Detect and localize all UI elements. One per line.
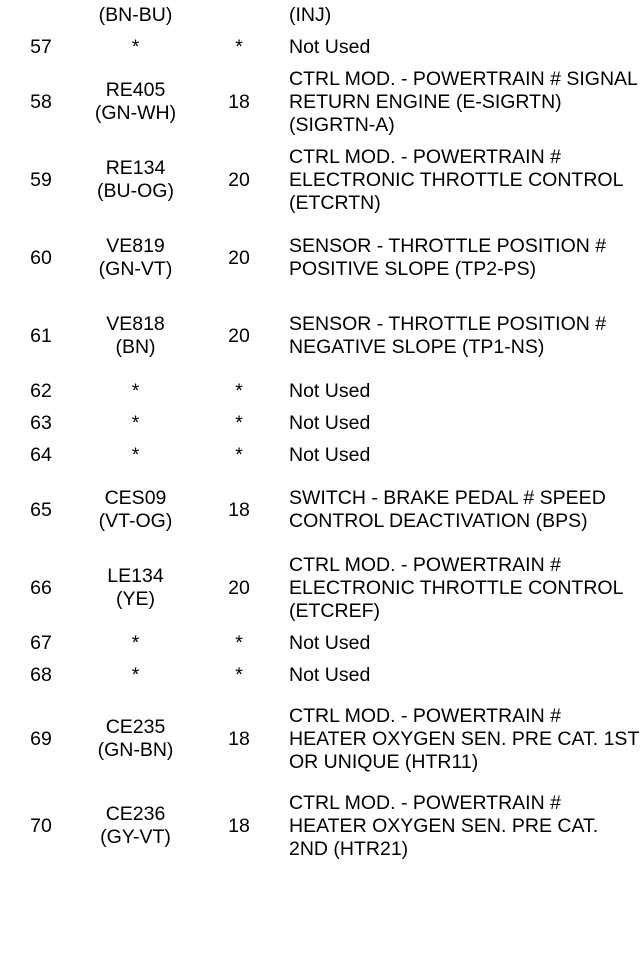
wire-gauge: 20 xyxy=(228,576,250,599)
wire-cell xyxy=(82,63,189,141)
table-row xyxy=(0,691,640,787)
wire-code: * xyxy=(131,663,140,686)
wire-code: CE235 xyxy=(105,716,166,738)
wire-color: (BU-OG) xyxy=(97,180,174,202)
table-row xyxy=(0,787,640,865)
wire-gauge: 18 xyxy=(228,814,250,837)
table-row xyxy=(0,407,640,439)
circuit-function: Not Used xyxy=(289,443,371,466)
pin-number: 58 xyxy=(30,90,52,113)
circuit-function: CTRL MOD. - POWERTRAIN # HEATER OXYGEN SEN. PRE CAT. 1ST OR UNIQUE (HTR11) xyxy=(289,704,640,773)
table-row xyxy=(0,439,640,471)
circuit-function: Not Used xyxy=(289,35,371,58)
circuit-function: Not Used xyxy=(289,411,371,434)
wire-code: VE818 xyxy=(106,313,165,335)
table-row xyxy=(0,141,640,219)
wire-cell xyxy=(82,659,189,691)
wire-cell xyxy=(82,549,189,627)
circuit-function: CTRL MOD. - POWERTRAIN # HEATER OXYGEN SEN. PRE CAT. 2ND (HTR21) xyxy=(289,791,599,860)
wire-gauge: * xyxy=(235,663,243,686)
wire-color: (GN-VT) xyxy=(98,258,173,280)
wire-color: (GN-BN) xyxy=(97,739,174,761)
circuit-function: SENSOR - THROTTLE POSITION # POSITIVE SLOPE (TP2-PS) xyxy=(289,235,607,280)
wire-gauge: * xyxy=(235,35,243,58)
circuit-function: Not Used xyxy=(289,379,371,402)
wire-color: (VT-OG) xyxy=(98,510,173,532)
wire-cell xyxy=(82,627,189,659)
pin-number: 70 xyxy=(30,814,52,837)
wire-cell xyxy=(82,0,189,31)
wire-gauge: 20 xyxy=(228,324,250,347)
pin-number xyxy=(0,0,82,31)
circuit-function: CTRL MOD. - POWERTRAIN # ELECTRONIC THROTTLE CONTROL (ETCREF) xyxy=(289,553,623,622)
wire-cell xyxy=(82,375,189,407)
wire-cell xyxy=(82,297,189,375)
wire-color: (YE) xyxy=(116,588,155,610)
pin-number: 60 xyxy=(30,246,52,269)
table-row xyxy=(0,63,640,141)
pin-number: 65 xyxy=(30,498,52,521)
wire-cell xyxy=(82,439,189,471)
wire-gauge: 20 xyxy=(228,246,250,269)
circuit-function: SWITCH - BRAKE PEDAL # SPEED CONTROL DEACTIVATION (BPS) xyxy=(289,487,606,532)
wire-code: CE236 xyxy=(105,803,166,825)
wire-code: CES09 xyxy=(104,487,167,509)
wire-cell xyxy=(82,407,189,439)
circuit-function: CTRL MOD. - POWERTRAIN # SIGNAL RETURN ENGINE (E-SIGRTN) (SIGRTN-A) xyxy=(289,67,638,136)
wire-color: (BN) xyxy=(115,336,156,358)
table-row xyxy=(0,375,640,407)
wire-cell xyxy=(82,141,189,219)
wire-gauge: * xyxy=(235,443,243,466)
wire-code: * xyxy=(131,379,140,402)
wire-code: * xyxy=(131,631,140,654)
wire-gauge: 18 xyxy=(228,90,250,113)
table-row xyxy=(0,471,640,549)
table-row xyxy=(0,297,640,375)
wire-gauge: 18 xyxy=(228,727,250,750)
wire-gauge: * xyxy=(235,411,243,434)
wire-code: LE134 xyxy=(107,565,164,587)
table-row xyxy=(0,0,640,31)
wire-cell xyxy=(82,471,189,549)
table-row xyxy=(0,549,640,627)
pin-number: 66 xyxy=(30,576,52,599)
wire-color: (GN-WH) xyxy=(94,102,177,124)
table-row xyxy=(0,31,640,63)
wire-gauge: * xyxy=(235,379,243,402)
table-row xyxy=(0,219,640,297)
wire-cell xyxy=(82,31,189,63)
wire-cell xyxy=(82,219,189,297)
pin-number: 63 xyxy=(30,411,52,434)
wire-code: RE134 xyxy=(105,157,166,179)
wire-color: (GY-VT) xyxy=(100,826,171,848)
wire-color: (BN-BU) xyxy=(98,4,173,26)
wire-code: * xyxy=(131,411,140,434)
wire-gauge xyxy=(189,0,289,31)
table-row xyxy=(0,627,640,659)
circuit-function: (INJ) xyxy=(289,4,332,26)
pin-number: 57 xyxy=(30,35,52,58)
wire-cell xyxy=(82,787,189,865)
wire-gauge: * xyxy=(235,631,243,654)
wire-gauge: 20 xyxy=(228,168,250,191)
pin-number: 68 xyxy=(30,663,52,686)
pin-number: 64 xyxy=(30,443,52,466)
circuit-function: Not Used xyxy=(289,663,371,686)
pin-number: 61 xyxy=(30,324,52,347)
circuit-function: CTRL MOD. - POWERTRAIN # ELECTRONIC THROTTLE CONTROL (ETCRTN) xyxy=(289,145,623,214)
wire-code: RE405 xyxy=(105,79,166,101)
pin-number: 59 xyxy=(30,168,52,191)
wire-code: VE819 xyxy=(106,235,165,257)
wire-gauge: 18 xyxy=(228,498,250,521)
pin-number: 67 xyxy=(30,631,52,654)
pin-number: 69 xyxy=(30,727,52,750)
wire-code: * xyxy=(131,443,140,466)
table-row xyxy=(0,659,640,691)
circuit-function: SENSOR - THROTTLE POSITION # NEGATIVE SLOPE (TP1-NS) xyxy=(289,313,607,358)
pin-number: 62 xyxy=(30,379,52,402)
circuit-function: Not Used xyxy=(289,631,371,654)
wire-cell xyxy=(82,691,189,787)
wire-code: * xyxy=(131,35,140,58)
